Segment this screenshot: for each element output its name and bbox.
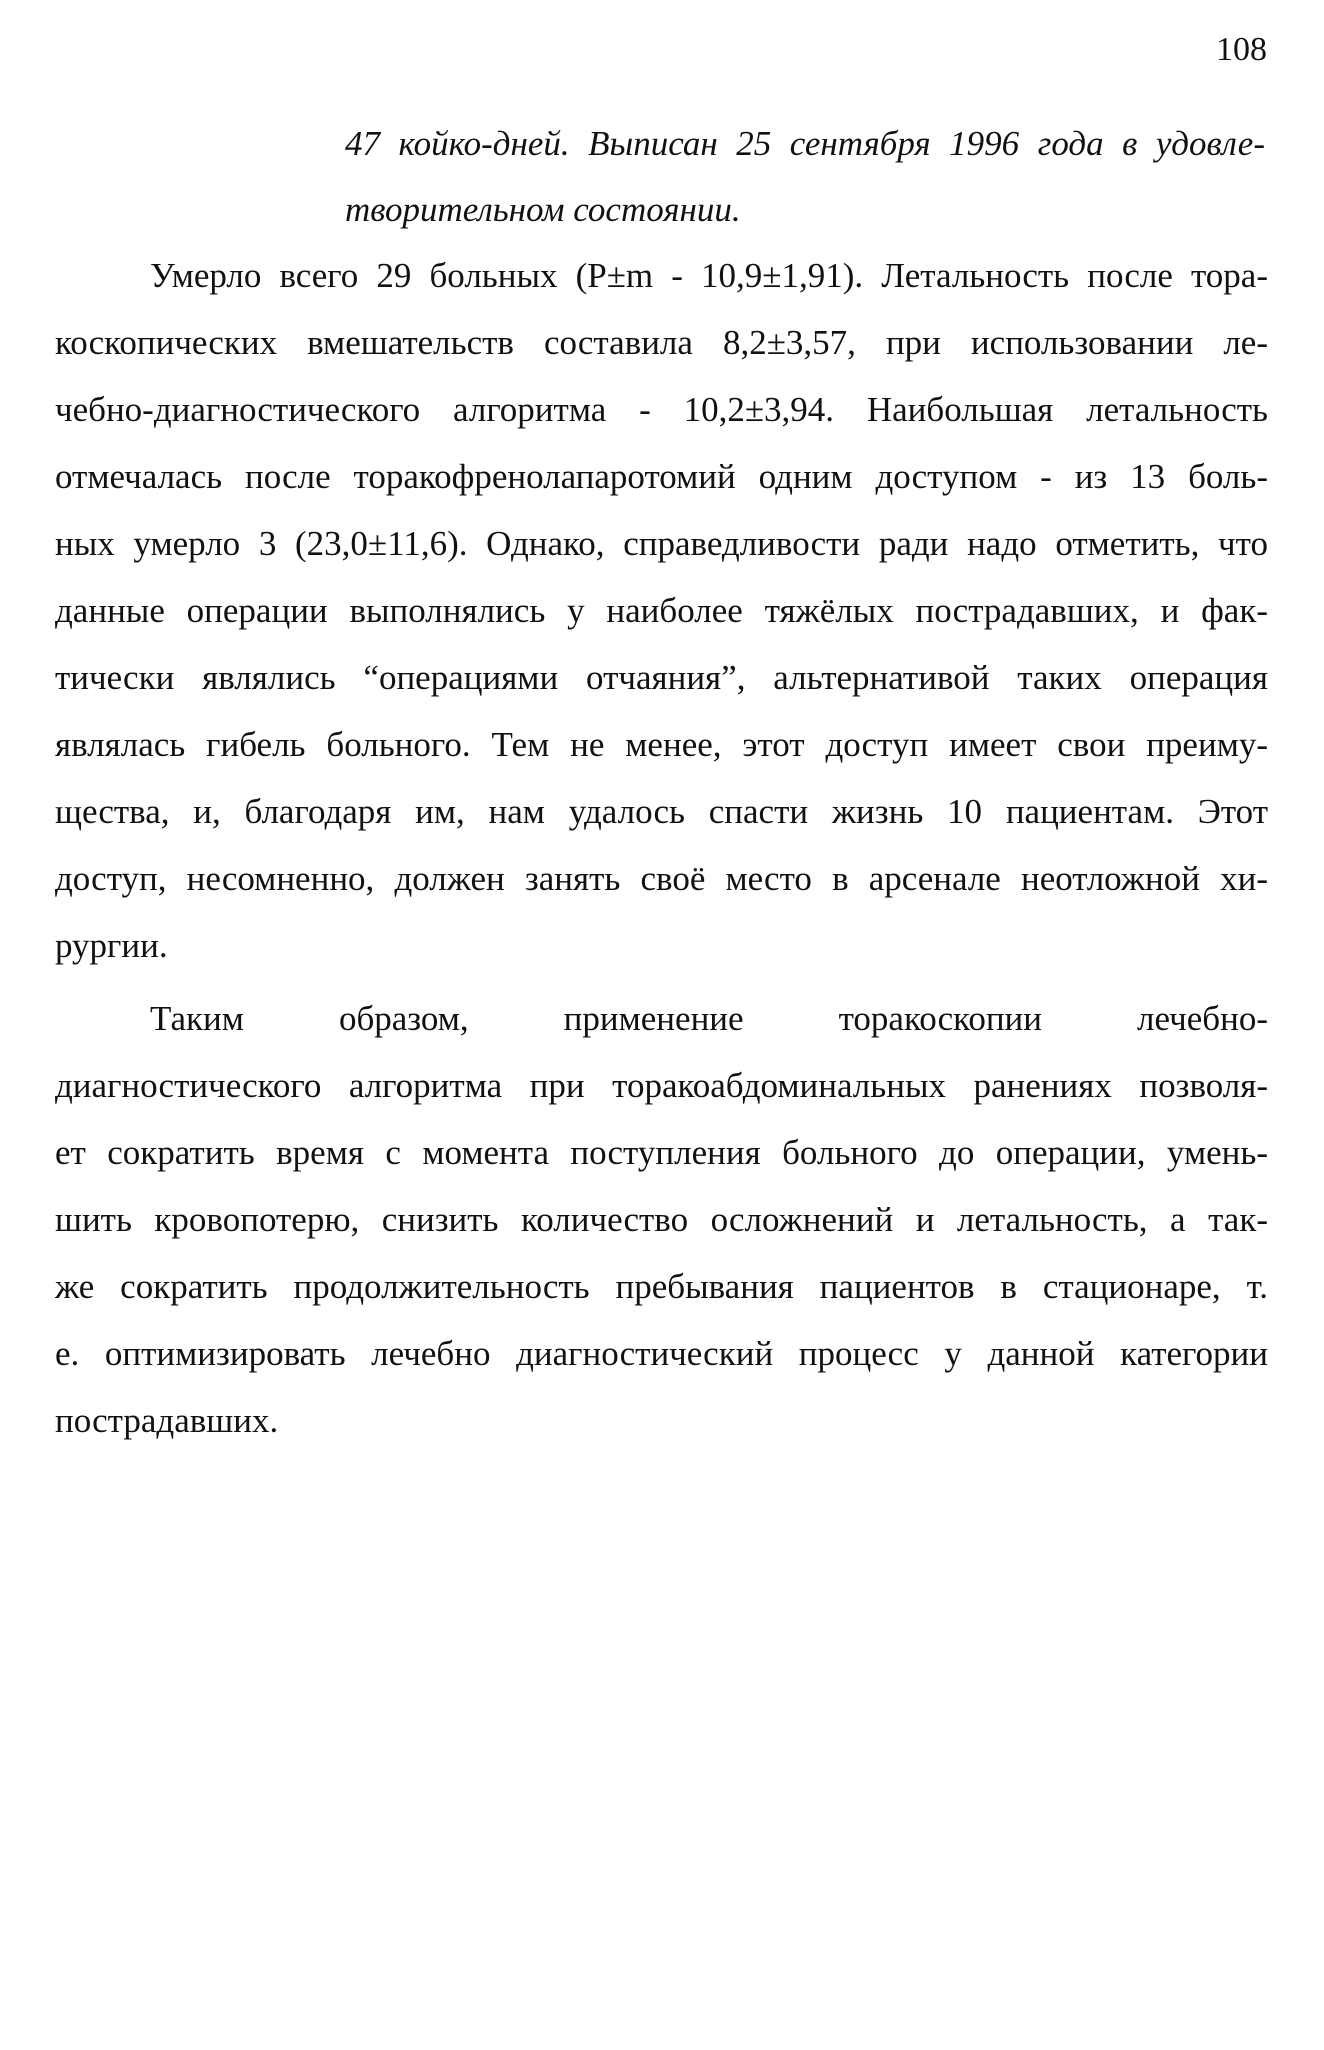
- paragraph-line: доступ, несомненно, должен занять своё место в арсенале неотложной хи-: [55, 859, 1268, 898]
- paragraph-line: чебно-диагностического алгоритма - 10,2±3,94. Наибольшая летальность: [55, 390, 1268, 429]
- paragraph-line: пострадавших.: [55, 1401, 279, 1440]
- paragraph-line: е. оптимизировать лечебно диагностический процесс у данной категории: [55, 1334, 1268, 1373]
- paragraph-line: отмечалась после торакофренолапаротомий одним доступом - из 13 боль-: [55, 457, 1268, 496]
- paragraph-line: данные операции выполнялись у наиболее тяжёлых пострадавших, и фак-: [55, 591, 1268, 630]
- paragraph-line: диагностического алгоритма при торакоабдоминальных ранениях позволя-: [55, 1066, 1268, 1105]
- intro-line: творительном состоянии.: [345, 190, 741, 229]
- paragraph-line: Таким образом, применение торакоскопии лечебно-: [150, 999, 1268, 1038]
- paragraph-line: щества, и, благодаря им, нам удалось спасти жизнь 10 пациентам. Этот: [55, 792, 1268, 831]
- paragraph-line: ет сократить время с момента поступления больного до операции, умень-: [55, 1133, 1268, 1172]
- paragraph-line: же сократить продолжительность пребывания пациентов в стационаре, т.: [55, 1267, 1268, 1306]
- paragraph-line: являлась гибель больного. Тем не менее, этот доступ имеет свои преиму-: [55, 725, 1268, 764]
- intro-line: 47 койко-дней. Выписан 25 сентября 1996 года в удовле-: [345, 124, 1265, 163]
- paragraph-line: рургии.: [55, 926, 168, 965]
- paragraph-line: тически являлись “операциями отчаяния”, альтернативой таких операция: [55, 658, 1268, 697]
- paragraph-line: ных умерло 3 (23,0±11,6). Однако, справедливости ради надо отметить, что: [55, 524, 1268, 563]
- paragraph-line: коскопических вмешательств составила 8,2±3,57, при использовании ле-: [55, 323, 1268, 362]
- paragraph-line: Умерло всего 29 больных (P±m - 10,9±1,91). Летальность после тора-: [150, 256, 1268, 295]
- paragraph-line: шить кровопотерю, снизить количество осложнений и летальность, а так-: [55, 1200, 1268, 1239]
- page-number: 108: [1216, 31, 1267, 68]
